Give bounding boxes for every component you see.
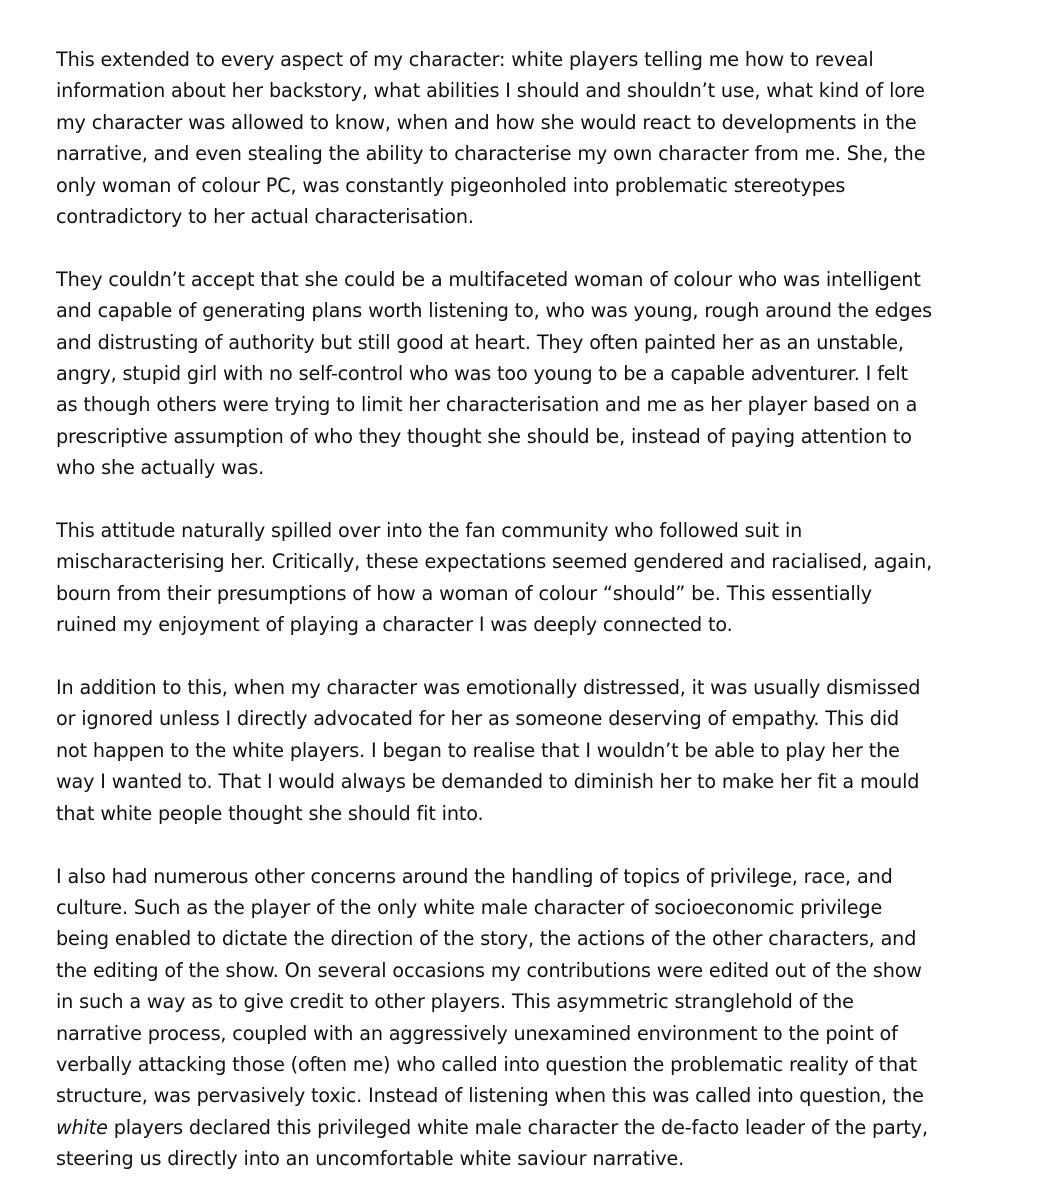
text-line: structure, was pervasively toxic. Instead of listening when this was called into question, the	[56, 1084, 924, 1108]
text-line: angry, stupid girl with no self-control who was too young to be a capable adventurer. I felt	[56, 362, 908, 386]
text-line: as though others were trying to limit her characterisation and me as her player based on a	[56, 393, 918, 417]
text-line-mixed	[56, 1112, 1038, 1143]
text-line: only woman of colour PC, was constantly pigeonholed into problematic stereotypes	[56, 173, 846, 197]
text-line: In addition to this, when my character was emotionally distressed, it was usually dismissed	[56, 676, 921, 700]
paragraph-5	[56, 861, 1038, 1175]
text-line: This extended to every aspect of my character: white players telling me how to reveal	[56, 48, 874, 71]
text-line: way I wanted to. That I would always be demanded to diminish her to make her fit a mould	[56, 770, 920, 794]
text-line: and capable of generating plans worth listening to, who was young, rough around the edges	[56, 299, 932, 323]
italic-word: white	[56, 1115, 108, 1139]
text-line: They couldn’t accept that she could be a multifaceted woman of colour who was intelligent	[56, 267, 921, 291]
text-line: This attitude naturally spilled over into the fan community who followed suit in	[56, 519, 803, 543]
paragraph-4	[56, 672, 1038, 829]
paragraph-3	[56, 515, 1038, 641]
text-line: prescriptive assumption of who they thought she should be, instead of paying attention to	[56, 424, 912, 448]
text-line: that white people thought she should fit into.	[56, 801, 484, 825]
paragraph-2	[56, 264, 1038, 484]
text-line: not happen to the white players. I began to realise that I wouldn’t be able to play her the	[56, 738, 900, 762]
text-line: narrative, and even stealing the ability to characterise my own character from me. She, the	[56, 142, 926, 166]
text-line: being enabled to dictate the direction of the story, the actions of the other characters, and	[56, 927, 917, 951]
text-run: players declared this privileged white male character the de-facto leader of the party,	[107, 1115, 928, 1139]
paragraph-1	[56, 44, 1038, 232]
text-line: or ignored unless I directly advocated for her as someone deserving of empathy. This did	[56, 707, 900, 731]
text-line: culture. Such as the player of the only white male character of socioeconomic privilege	[56, 895, 883, 919]
text-line: narrative process, coupled with an aggressively unexamined environment to the point of	[56, 1021, 898, 1045]
text-line: contradictory to her actual characterisation.	[56, 205, 474, 229]
text-line: verbally attacking those (often me) who called into question the problematic reality of that	[56, 1052, 917, 1076]
text-line: steering us directly into an uncomfortable white saviour narrative.	[56, 1147, 685, 1171]
text-line: mischaracterising her. Critically, these expectations seemed gendered and racialised, again,	[56, 550, 933, 574]
text-line: information about her backstory, what abilities I should and shouldn’t use, what kind of lore	[56, 79, 925, 103]
text-line: in such a way as to give credit to other players. This asymmetric stranglehold of the	[56, 990, 854, 1014]
text-line: who she actually was.	[56, 456, 265, 480]
text-line: ruined my enjoyment of playing a character I was deeply connected to.	[56, 613, 733, 637]
text-line: my character was allowed to know, when and how she would react to developments in the	[56, 110, 917, 134]
text-line: the editing of the show. On several occasions my contributions were edited out of the show	[56, 958, 922, 982]
text-line: I also had numerous other concerns around the handling of topics of privilege, race, and	[56, 864, 893, 888]
text-line: and distrusting of authority but still good at heart. They often painted her as an unstable,	[56, 330, 904, 354]
text-line: bourn from their presumptions of how a woman of colour “should” be. This essentially	[56, 581, 872, 605]
